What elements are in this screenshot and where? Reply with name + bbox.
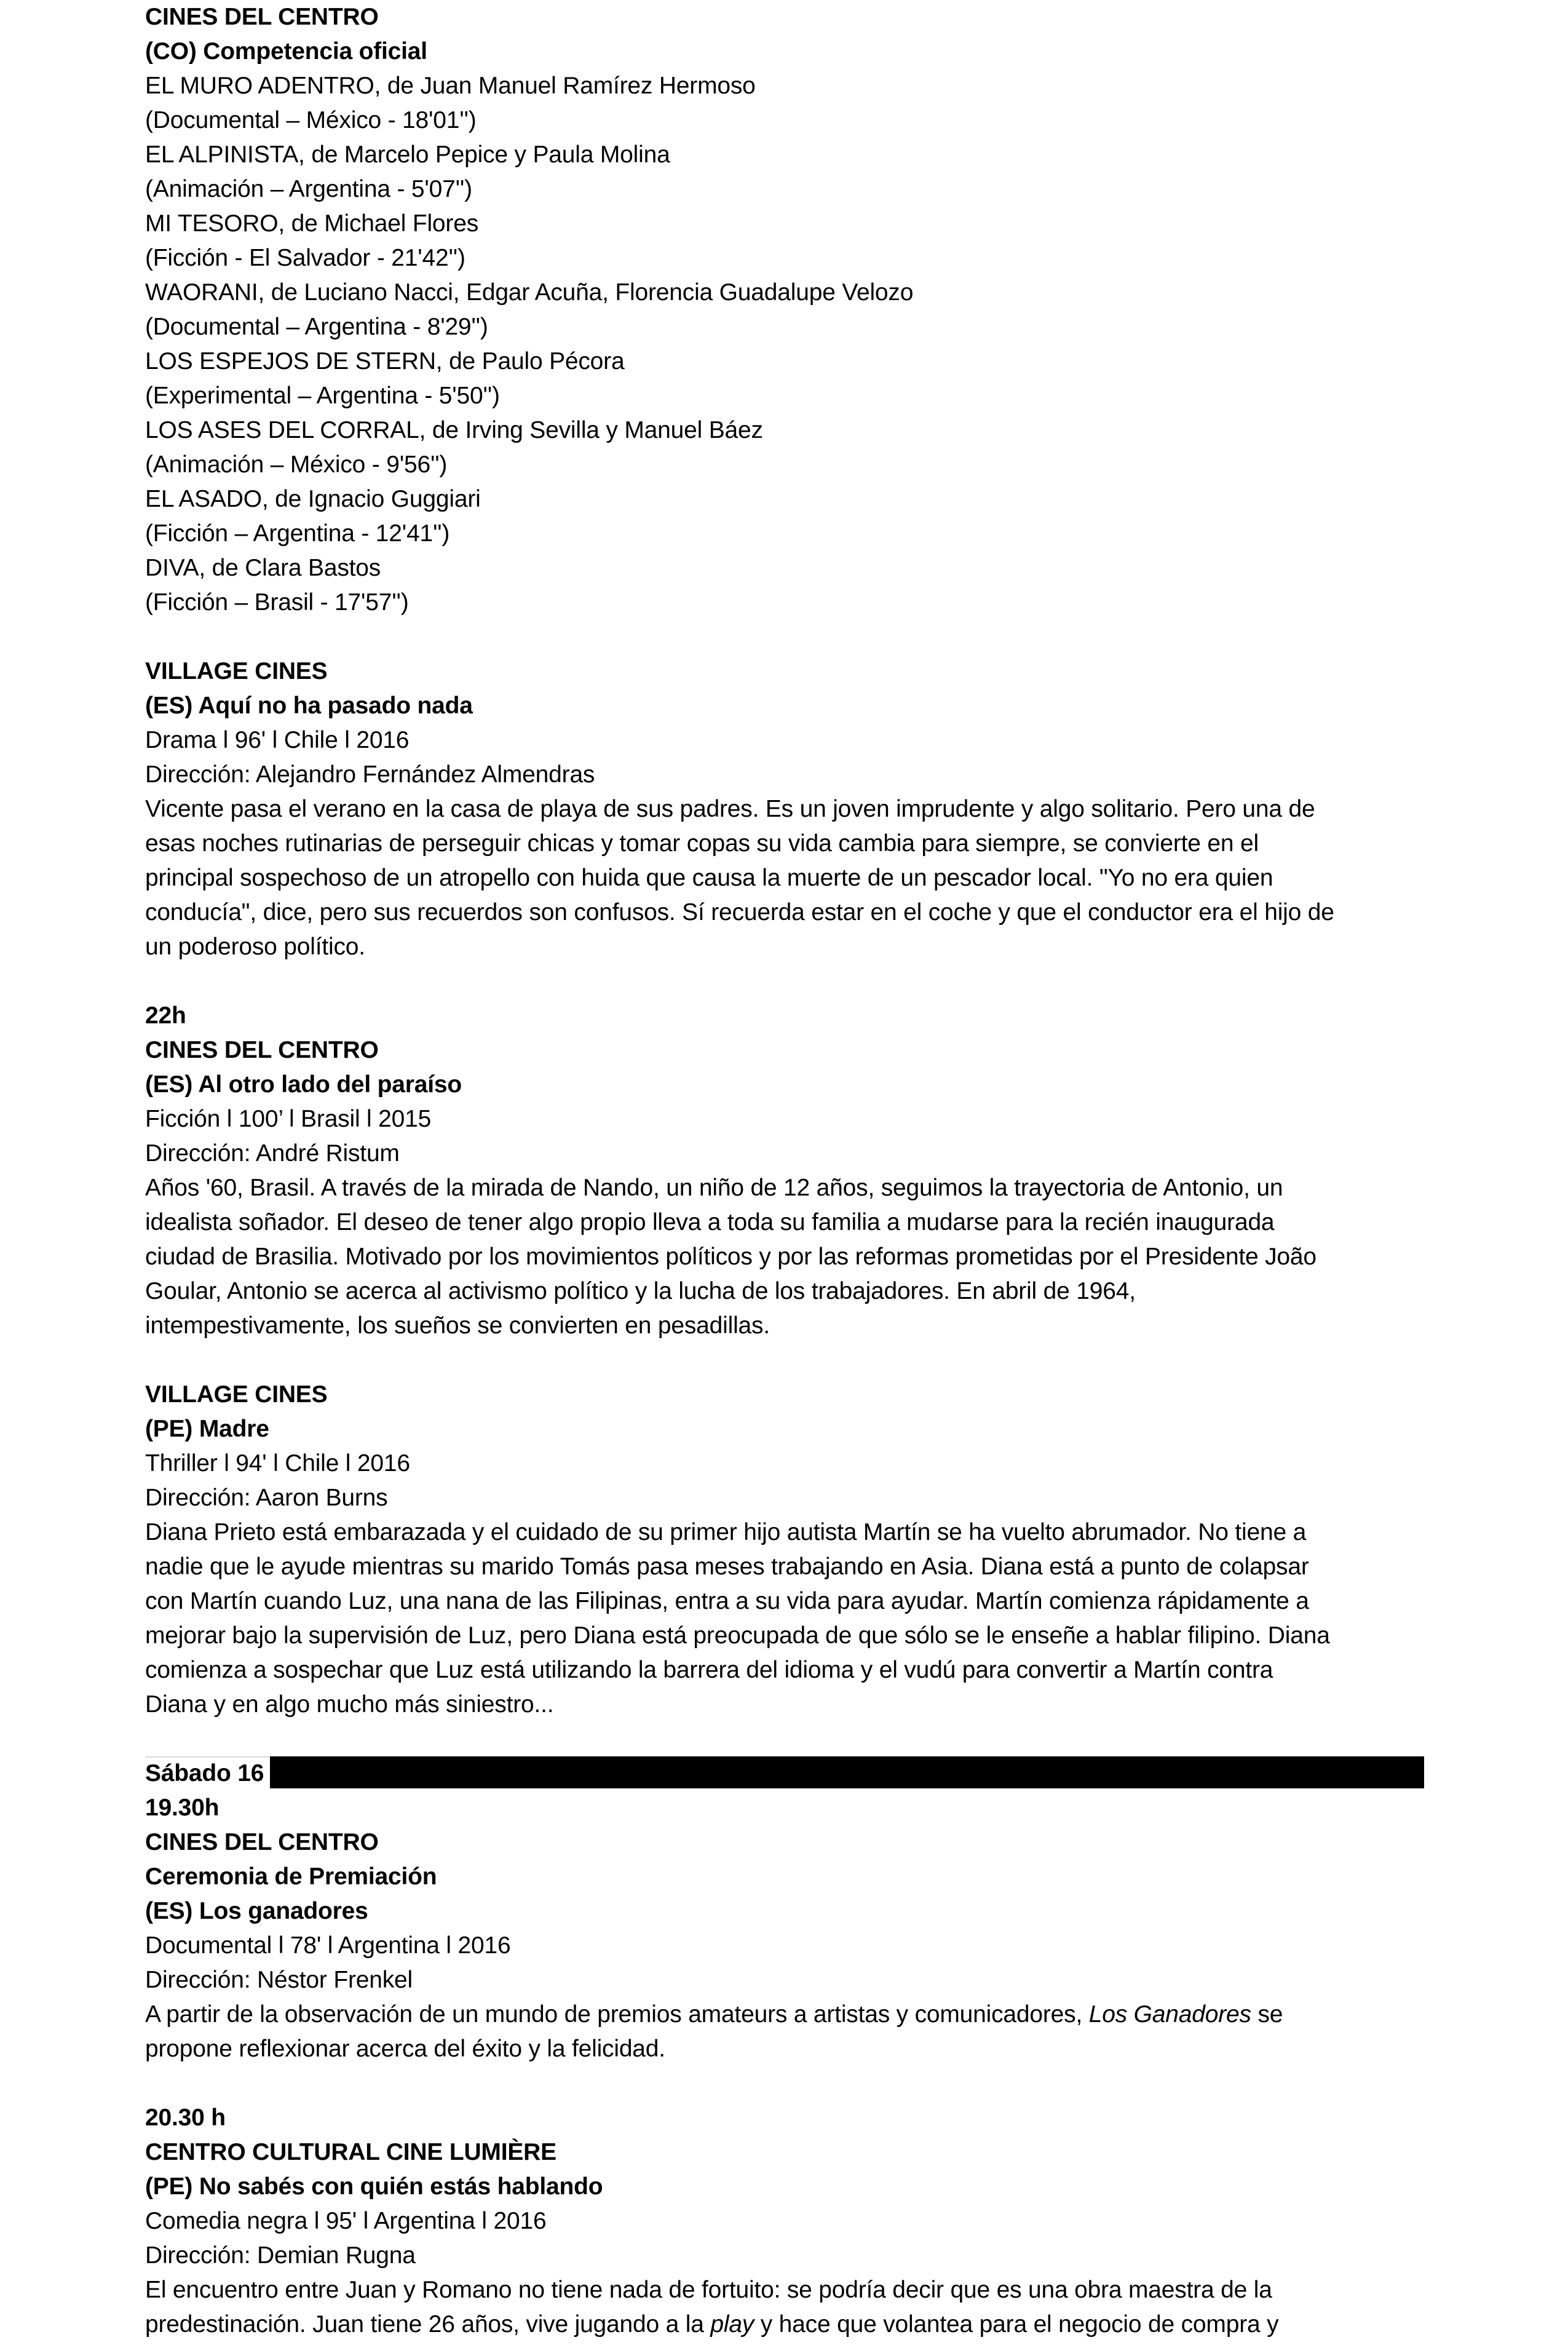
synopsis-line: El encuentro entre Juan y Romano no tiene nada de fortuito: se podría decir que es una obra maestra de la: [145, 2277, 1272, 2303]
venue-heading: CINES DEL CENTRO: [145, 1829, 379, 1855]
venue-heading: CENTRO CULTURAL CINE LUMIÈRE: [145, 2139, 556, 2165]
synopsis-line: un poderoso político.: [145, 934, 365, 960]
co-entry-title: EL ASADO, de Ignacio Guggiari: [145, 486, 481, 512]
venue-heading: VILLAGE CINES: [145, 658, 328, 684]
co-entry-info: (Experimental – Argentina - 5'50''): [145, 383, 500, 409]
synopsis-text: se: [1251, 2001, 1283, 2028]
synopsis-line: Diana y en algo mucho más siniestro...: [145, 1691, 554, 1718]
synopsis-line: ciudad de Brasilia. Motivado por los movimientos políticos y por las reformas prometidas por el Presidente João: [145, 1243, 1317, 1270]
synopsis-line: esas noches rutinarias de perseguir chicas y tomar copas su vida cambia para siempre, se convierte en el: [145, 830, 1259, 857]
film-director: Dirección: André Ristum: [145, 1140, 400, 1167]
event-heading: Ceremonia de Premiación: [145, 1863, 437, 1890]
film-synopsis: [145, 1997, 1424, 2066]
synopsis-italic-title: Los Ganadores: [1088, 2001, 1251, 2028]
co-entry-title: EL MURO ADENTRO, de Juan Manuel Ramírez Hermoso: [145, 73, 756, 99]
co-entry-title: DIVA, de Clara Bastos: [145, 555, 381, 581]
film-meta: Documental l 78' l Argentina l 2016: [145, 1932, 511, 1959]
heading-rule: [145, 1756, 274, 1758]
co-entry-title: WAORANI, de Luciano Nacci, Edgar Acuña, Florencia Guadalupe Velozo: [145, 279, 914, 306]
film-entry-paraiso: [145, 999, 1424, 1343]
venue-heading: VILLAGE CINES: [145, 1381, 328, 1408]
day-heading: Sábado 16: [145, 1760, 264, 1787]
redaction-bar: [270, 1756, 1424, 1788]
co-entry-title: EL ALPINISTA, de Marcelo Pepice y Paula Molina: [145, 141, 670, 168]
co-entry-info: (Ficción – Argentina - 12'41''): [145, 520, 450, 547]
film-title: (ES) Al otro lado del paraíso: [145, 1071, 462, 1098]
venue-heading: CINES DEL CENTRO: [145, 4, 379, 30]
synopsis-line: principal sospechoso de un atropello con huida que causa la muerte de un pescador local. "Yo no era quien: [145, 865, 1273, 891]
showtime: 20.30 h: [145, 2104, 226, 2131]
co-entry-title: LOS ESPEJOS DE STERN, de Paulo Pécora: [145, 348, 625, 375]
showtime: 22h: [145, 1002, 186, 1029]
document-page: [145, 0, 1424, 2342]
film-meta: Drama l 96' l Chile l 2016: [145, 727, 410, 753]
film-title: (PE) Madre: [145, 1416, 269, 1442]
synopsis-line: idealista soñador. El deseo de tener algo propio lleva a toda su familia a mudarse para la recién inaugurada: [145, 1209, 1275, 1235]
synopsis-text: y hace que volantea para el negocio de compra y: [754, 2311, 1279, 2338]
film-synopsis: [145, 792, 1424, 964]
film-director: Dirección: Alejandro Fernández Almendras: [145, 761, 595, 788]
synopsis-line: [145, 2307, 1424, 2342]
co-entry-info: (Documental – México - 18'01''): [145, 107, 477, 133]
section-heading: (CO) Competencia oficial: [145, 38, 427, 65]
co-entry-title: LOS ASES DEL CORRAL, de Irving Sevilla y Manuel Báez: [145, 417, 763, 443]
synopsis-line: Años '60, Brasil. A través de la mirada de Nando, un niño de 12 años, seguimos la trayectoria de Antonio, un: [145, 1175, 1283, 1201]
synopsis-text: A partir de la observación de un mundo de premios amateurs a artistas y comunicadores,: [145, 2001, 1089, 2028]
film-entry-aqui: [145, 654, 1424, 964]
synopsis-line: con Martín cuando Luz, una nana de las Filipinas, entra a su vida para ayudar. Martín comienza rápidamente a: [145, 1588, 1309, 1614]
film-title: (ES) Aquí no ha pasado nada: [145, 692, 473, 719]
film-synopsis: [145, 1515, 1424, 1722]
synopsis-line: mejorar bajo la supervisión de Luz, pero Diana está preocupada de que sólo se le enseñe a hablar filipino. Diana: [145, 1622, 1330, 1649]
synopsis-line: Goular, Antonio se acerca al activismo político y la lucha de los trabajadores. En abril de 1964,: [145, 1278, 1136, 1304]
synopsis-italic-word: play: [710, 2311, 754, 2338]
film-meta: Ficción l 100’ l Brasil l 2015: [145, 1106, 432, 1132]
film-synopsis: [145, 2273, 1424, 2342]
film-director: Dirección: Néstor Frenkel: [145, 1967, 413, 1993]
film-meta: Comedia negra l 95' l Argentina l 2016: [145, 2208, 547, 2234]
film-title: (PE) No sabés con quién estás hablando: [145, 2173, 603, 2200]
co-entry-info: (Animación – Argentina - 5'07''): [145, 176, 472, 202]
co-entry-list: [145, 69, 1424, 620]
showtime: 19.30h: [145, 1795, 220, 1821]
film-synopsis: [145, 1171, 1424, 1343]
synopsis-line: nadie que le ayude mientras su marido Tomás pasa meses trabajando en Asia. Diana está a punto de colapsar: [145, 1553, 1309, 1580]
venue-heading: CINES DEL CENTRO: [145, 1037, 379, 1063]
co-block: [145, 0, 1424, 620]
co-entry-info: (Ficción - El Salvador - 21'42''): [145, 245, 465, 271]
film-entry-nosabes: [145, 2101, 1424, 2342]
synopsis-text: predestinación. Juan tiene 26 años, vive jugando a la: [145, 2311, 711, 2338]
synopsis-line: intempestivamente, los sueños se convierten en pesadillas.: [145, 1312, 770, 1339]
film-entry-ganadores: [145, 1791, 1424, 2066]
day-heading-row: [145, 1756, 1424, 1791]
synopsis-line: [145, 1997, 1424, 2032]
synopsis-line: comienza a sospechar que Luz está utilizando la barrera del idioma y el vudú para convertir a Martín contra: [145, 1657, 1273, 1683]
synopsis-line: propone reflexionar acerca del éxito y la felicidad.: [145, 2036, 665, 2062]
synopsis-line: conducía", dice, pero sus recuerdos son confusos. Sí recuerda estar en el coche y que el conductor era el hijo de: [145, 899, 1334, 926]
co-entry-info: (Animación – México - 9'56''): [145, 451, 448, 478]
co-entry-title: MI TESORO, de Michael Flores: [145, 210, 478, 237]
film-director: Dirección: Aaron Burns: [145, 1485, 388, 1511]
film-entry-madre: [145, 1378, 1424, 1722]
film-meta: Thriller l 94' l Chile l 2016: [145, 1450, 410, 1477]
film-title: (ES) Los ganadores: [145, 1898, 368, 1924]
co-entry-info: (Ficción – Brasil - 17'57''): [145, 589, 409, 616]
co-entry-info: (Documental – Argentina - 8'29''): [145, 314, 488, 340]
synopsis-line: Vicente pasa el verano en la casa de playa de sus padres. Es un joven imprudente y algo solitario. Pero una de: [145, 796, 1315, 822]
film-director: Dirección: Demian Rugna: [145, 2242, 416, 2269]
synopsis-line: Diana Prieto está embarazada y el cuidado de su primer hijo autista Martín se ha vuelto abrumador. No tiene a: [145, 1519, 1307, 1545]
